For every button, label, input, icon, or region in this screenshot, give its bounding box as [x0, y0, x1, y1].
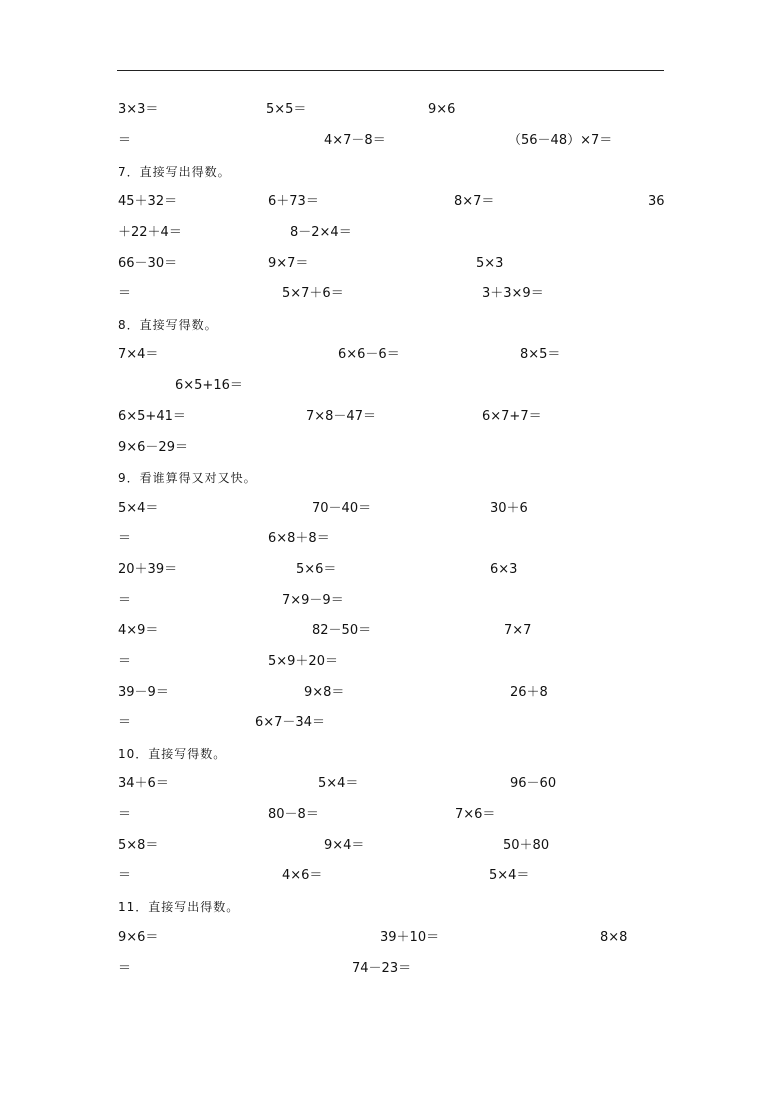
problem: 4×9＝ [118, 623, 159, 638]
problem: 7×8－47＝ [306, 409, 376, 424]
problem: 26＋8 [510, 685, 548, 700]
problem: 9×4＝ [324, 838, 365, 853]
problem: 6×7－34＝ [255, 715, 325, 730]
problem: 39＋10＝ [380, 930, 440, 945]
problem: ＋22＋4＝ [118, 225, 182, 240]
problem: 9×8＝ [304, 685, 345, 700]
problem: 8×5＝ [520, 347, 561, 362]
problem: 34＋6＝ [118, 776, 169, 791]
problem: 5×4＝ [318, 776, 359, 791]
problem: 5×8＝ [118, 838, 159, 853]
problem: 9×6 [428, 102, 456, 117]
problem: 6×5+16＝ [175, 378, 243, 393]
problem: ＝ [118, 807, 132, 822]
section-heading: 10．直接写得数。 [118, 747, 227, 761]
problem: ＝ [118, 133, 132, 148]
problem: 7×4＝ [118, 347, 159, 362]
problem: 8－2×4＝ [290, 225, 352, 240]
problem: 45＋32＝ [118, 194, 178, 209]
problem: 6＋73＝ [268, 194, 319, 209]
problem: 8×7＝ [454, 194, 495, 209]
problem: 96－60 [510, 776, 557, 791]
problem: 3＋3×9＝ [482, 286, 544, 301]
problem: 6×5+41＝ [118, 409, 186, 424]
problem: ＝ [118, 868, 132, 883]
section-heading: 8．直接写得数。 [118, 318, 218, 332]
problem: 5×5＝ [266, 102, 307, 117]
problem: 5×7＋6＝ [282, 286, 344, 301]
problem: 5×4＝ [118, 501, 159, 516]
problem: 20＋39＝ [118, 562, 178, 577]
problem: 80－8＝ [268, 807, 319, 822]
problem: 7×7 [504, 623, 532, 638]
problem: 3×3＝ [118, 102, 159, 117]
section-heading: 11．直接写出得数。 [118, 900, 240, 914]
problem: 50＋80 [503, 838, 550, 853]
problem: 5×6＝ [296, 562, 337, 577]
problem: 6×6－6＝ [338, 347, 400, 362]
problem: 9×7＝ [268, 256, 309, 271]
problem: 70－40＝ [312, 501, 372, 516]
problem: 4×7－8＝ [324, 133, 386, 148]
problem: 9×6＝ [118, 930, 159, 945]
problem: ＝ [118, 286, 132, 301]
problem: （56－48）×7＝ [508, 133, 613, 148]
problem: 6×3 [490, 562, 518, 577]
problem: 30＋6 [490, 501, 528, 516]
problem: 6×8＋8＝ [268, 531, 330, 546]
problem: 36 [648, 194, 665, 209]
problem: 66－30＝ [118, 256, 178, 271]
problem: ＝ [118, 654, 132, 669]
problem: 39－9＝ [118, 685, 169, 700]
problem: 9×6－29＝ [118, 440, 188, 455]
problem: 7×9－9＝ [282, 593, 344, 608]
problem: 7×6＝ [455, 807, 496, 822]
problem: ＝ [118, 593, 132, 608]
problem: 6×7+7＝ [482, 409, 542, 424]
problem: ＝ [118, 715, 132, 730]
section-heading: 7．直接写出得数。 [118, 165, 231, 179]
problem: 5×9＋20＝ [268, 654, 338, 669]
problem: 74－23＝ [352, 961, 412, 976]
problem: ＝ [118, 531, 132, 546]
problem: 5×4＝ [489, 868, 530, 883]
problem: 82－50＝ [312, 623, 372, 638]
header-rule [117, 70, 664, 71]
problem: ＝ [118, 961, 132, 976]
problem: 4×6＝ [282, 868, 323, 883]
problem: 5×3 [476, 256, 504, 271]
problem: 8×8 [600, 930, 628, 945]
section-heading: 9．看谁算得又对又快。 [118, 471, 257, 485]
